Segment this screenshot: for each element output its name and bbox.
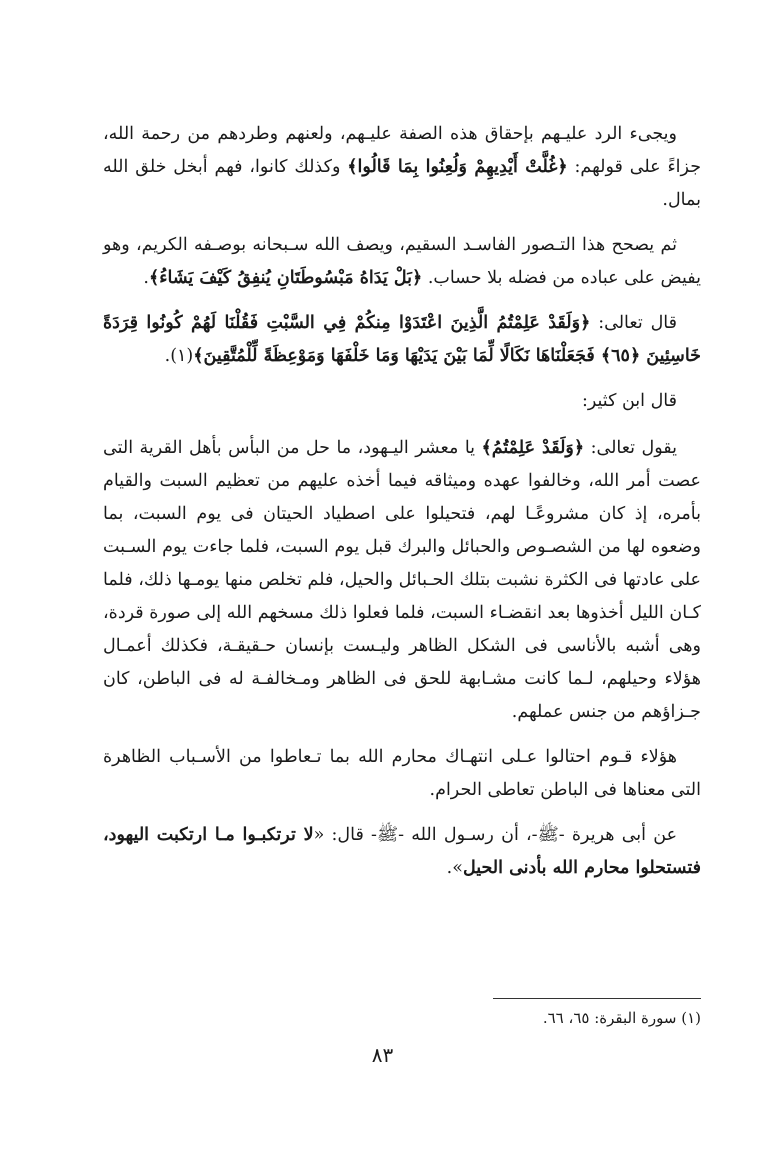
paragraph-7 <box>103 819 701 885</box>
paragraph-3-text: قال تعالى: <box>590 313 678 333</box>
paragraph-6: هؤلاء قـوم احتالوا عـلى انتهـاك محارم الله بما تـعاطوا من الأسـباب الظاهرة التى معناها فى الباطن تعاطى الحرام. <box>103 747 701 800</box>
quran-quote-3: ﴿وَلَقَدْ عَلِمْتُمُ الَّذِينَ اعْتَدَوْا مِنكُمْ فِي السَّبْتِ فَقُلْنَا لَهُمْ كُونُوا قِرَدَةً خَاسِئِينَ ﴿٦٥﴾ فَجَعَلْنَاهَا نَكَالًا لِّمَا بَيْنَ يَدَيْهَا وَمَا خَلْفَهَا وَمَوْعِظَةً لِّلْمُتَّقِينَ﴾ <box>103 313 701 366</box>
quran-quote-2: ﴿بَلْ يَدَاهُ مَبْسُوطَتَانِ يُنفِقُ كَيْفَ يَشَاءُ﴾ <box>149 268 423 288</box>
paragraph-5 <box>103 432 701 729</box>
paragraph-5-tail: يا معشر اليـهود، ما حل من البأس بأهل القرية التى عصت أمر الله، وخالفوا عهده وميثاقه فيما أخذه عليهم من تعظيم السبت والقيام بأمره، إذ كان مشروعًـا لهم، فتحيلوا على اصطياد الحيتان فى يوم السبت، بما وضعوه لها من الشصـوص والحبائل والبرك قبل يوم السبت، فلما جاءت يوم السـبت على عادتها فى الكثرة نشبت بتلك الحـبائل والحيل، فلم تخلص منها يومـها ذلك، فلما كـان الليل أخذوها بعد انقضـاء السبت، فلما فعلوا ذلك مسخهم الله إلى صورة قردة، وهى أشبه بالأناسى فى الشكل الظاهر وليـست بإنسان حـقيقـة، فكذلك أعمـال هؤلاء وحيلهم، لـما كانت مشـابهة للحق فى الظاهر ومـخالفـة له فى الباطن، كان جـزاؤهم من جنس عملهم. <box>103 438 701 722</box>
hadith-quote: لا ترتكبـوا مـا ارتكبت اليهود، فتستحلوا محارم الله بأدنى الحيل <box>103 825 701 878</box>
paragraph-5-text: يقول تعالى: <box>584 438 678 458</box>
paragraph-2 <box>103 229 701 295</box>
paragraph-3 <box>103 307 701 373</box>
paragraph-7-tail: ». <box>446 858 463 878</box>
quran-quote-1: ﴿غُلَّتْ أَيْدِيهِمْ وَلُعِنُوا بِمَا قَالُوا﴾ <box>347 157 568 177</box>
paragraph-4: قال ابن كثير: <box>581 391 677 411</box>
paragraph-1-tail: وكذلك كانوا، فهم أبخل خلق الله بمال. <box>103 157 701 210</box>
paragraph-2-tail: . <box>143 268 149 288</box>
page-number: ٨٣ <box>371 1043 394 1067</box>
paragraph-1 <box>103 118 701 217</box>
quran-quote-5: ﴿وَلَقَدْ عَلِمْتُمُ﴾ <box>481 438 585 458</box>
footnote-ref: (١). <box>164 346 194 366</box>
paragraph-1-text: ويجىء الرد عليـهم بإحقاق هذه الصفة عليـهم، ولعنهم وطردهم من رحمة الله، جزاءً على قولهم: <box>103 124 702 177</box>
main-text <box>103 118 701 897</box>
footnote-divider <box>493 998 701 999</box>
paragraph-2-text: ثم يصحح هذا التـصور الفاسـد السقيم، ويصف الله سـبحانه بوصـفه الكريم، وهو يفيض على عباده من فضله بلا حساب. <box>103 235 701 288</box>
footnote: (١) سورة البقرة: ٦٥، ٦٦. <box>542 1009 701 1027</box>
paragraph-7-text: عن أبى هريرة -ﷺ-، أن رسـول الله -ﷺ- قال: « <box>313 825 678 845</box>
